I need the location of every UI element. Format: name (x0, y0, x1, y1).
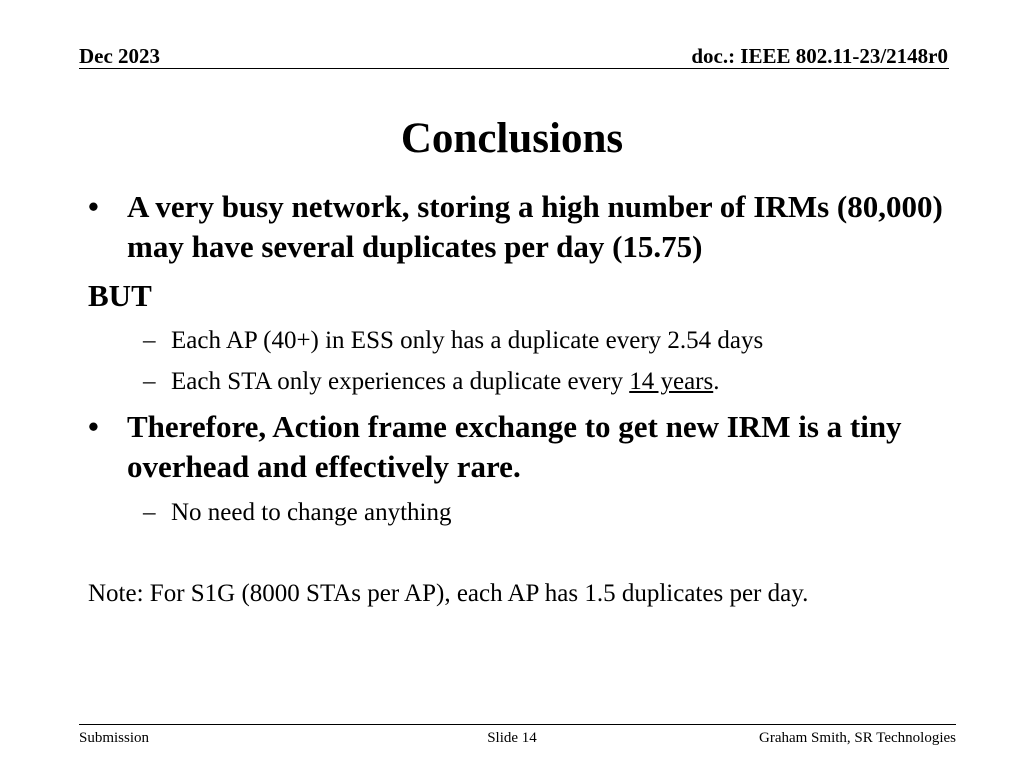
footer-slide-number: Slide 14 (487, 730, 537, 746)
sub-bullet-item-1 (143, 326, 943, 356)
sub-bullet-item-2 (143, 367, 943, 397)
underlined-duration: 14 years (629, 368, 714, 395)
dash-marker: – (143, 499, 156, 526)
footer-divider (79, 724, 956, 725)
sub-bullet-item-3 (143, 498, 943, 528)
sub-bullet-text (171, 367, 943, 397)
bullet-item-1 (88, 187, 948, 267)
header-date: Dec 2023 (79, 44, 161, 68)
note-text: Note: For S1G (8000 STAs per AP), each AP has 1.5 duplicates per day. (88, 580, 809, 607)
bullet-marker: • (88, 189, 99, 224)
header-doc-id: doc.: IEEE 802.11-23/2148r0 (691, 44, 948, 68)
but-label: BUT (88, 278, 152, 313)
bullet-marker: • (88, 409, 99, 444)
bullet-text: Therefore, Action frame exchange to get new IRM is a tiny overhead and effectively rare. (127, 409, 902, 484)
footer-author: Graham Smith, SR Technologies (759, 730, 956, 746)
slide-title: Conclusions (400, 115, 624, 162)
sub-bullet-text: Each AP (40+) in ESS only has a duplicate every 2.54 days (171, 327, 764, 354)
sub-bullet-text-end: . (713, 368, 720, 395)
sub-bullet-text: No need to change anything (171, 499, 452, 526)
dash-marker: – (143, 368, 156, 395)
sub-bullet-text-start: Each STA only experiences a duplicate every (171, 368, 630, 395)
bullet-text: A very busy network, storing a high number of IRMs (80,000) may have several duplicates per day (15.75) (127, 189, 943, 264)
header-divider (79, 68, 949, 69)
dash-marker: – (143, 327, 156, 354)
bullet-item-2 (88, 407, 948, 487)
footer-submission: Submission (79, 730, 150, 746)
